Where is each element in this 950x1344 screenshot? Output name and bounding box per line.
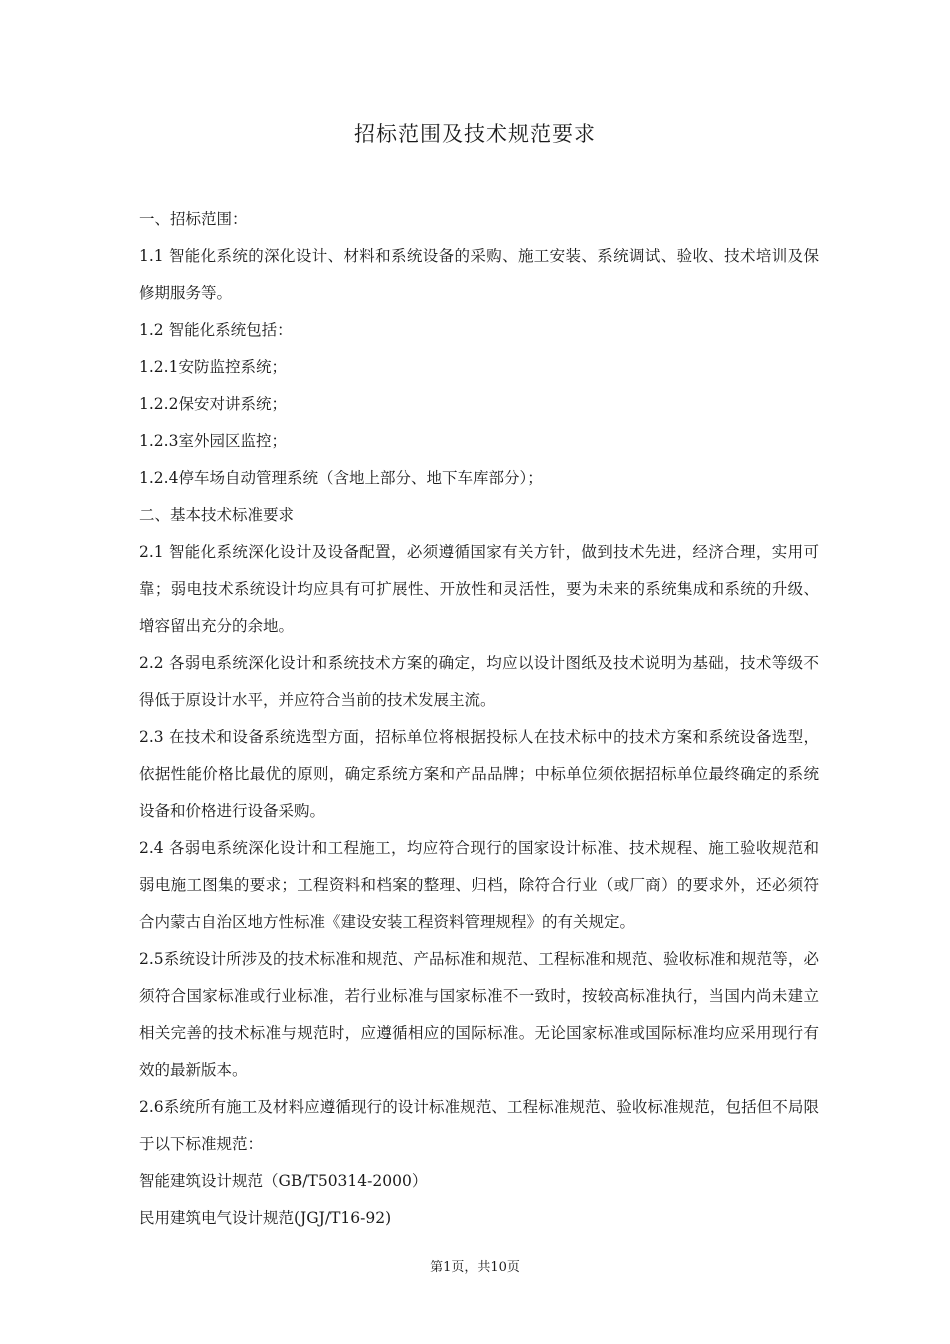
page-number-footer: 第1页，共10页 — [430, 1260, 520, 1275]
paragraph-2-2: 2.2 各弱电系统深化设计和系统技术方案的确定，均应以设计图纸及技术说明为基础，技术等级不得低于原设计水平，并应符合当前的技术发展主流。 — [139, 654, 819, 709]
paragraph-1-1: 1.1 智能化系统的深化设计、材料和系统设备的采购、施工安装、系统调试、验收、技术培训及保修期服务等。 — [139, 247, 819, 302]
paragraph-2-6: 2.6系统所有施工及材料应遵循现行的设计标准规范、工程标准规范、验收标准规范，包括但不局限于以下标准规范： — [139, 1098, 819, 1153]
section-heading-scope: 一、招标范围： — [139, 210, 248, 228]
paragraph-2-1: 2.1 智能化系统深化设计及设备配置，必须遵循国家有关方针，做到技术先进，经济合理，实用可靠；弱电技术系统设计均应具有可扩展性、开放性和灵活性，要为未来的系统集成和系统的升级、增容留出充分的余地。 — [139, 543, 819, 635]
paragraph-2-5: 2.5系统设计所涉及的技术标准和规范、产品标准和规范、工程标准和规范、验收标准和规范等，必须符合国家标准或行业标准，若行业标准与国家标准不一致时，按较高标准执行，当国内尚未建立相关完善的技术标准与规范时，应遵循相应的国际标准。无论国家标准或国际标准均应采用现行有效的最新版本。 — [139, 950, 819, 1079]
paragraph-1-2-2: 1.2.2保安对讲系统； — [139, 395, 287, 413]
paragraph-1-2-1: 1.2.1安防监控系统； — [139, 358, 287, 376]
section-heading-standards: 二、基本技术标准要求 — [139, 506, 295, 524]
standard-item: 民用建筑电气设计规范(JGJ/T16-92) — [139, 1209, 392, 1227]
paragraph-1-2-4: 1.2.4停车场自动管理系统（含地上部分、地下车库部分）； — [139, 469, 543, 487]
paragraph-2-3: 2.3 在技术和设备系统选型方面，招标单位将根据投标人在技术标中的技术方案和系统设备选型，依据性能价格比最优的原则，确定系统方案和产品品牌；中标单位须依据招标单位最终确定的系统设备和价格进行设备采购。 — [139, 728, 819, 820]
paragraph-2-4: 2.4 各弱电系统深化设计和工程施工，均应符合现行的国家设计标准、技术规程、施工验收规范和弱电施工图集的要求；工程资料和档案的整理、归档，除符合行业（或厂商）的要求外，还必须符合内蒙古自治区地方性标准《建设安装工程资料管理规程》的有关规定。 — [139, 839, 819, 931]
document-body — [139, 201, 819, 1237]
page-title: 招标范围及技术规范要求 — [354, 122, 596, 146]
standard-item: 智能建筑设计规范（GB/T50314-2000） — [139, 1172, 428, 1190]
paragraph-1-2: 1.2 智能化系统包括： — [139, 321, 293, 339]
paragraph-1-2-3: 1.2.3室外园区监控； — [139, 432, 287, 450]
